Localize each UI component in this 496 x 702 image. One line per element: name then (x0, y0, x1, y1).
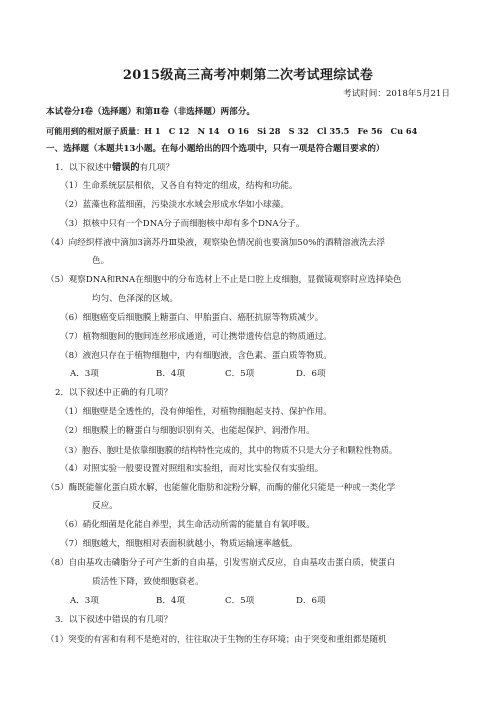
question-1-item: （1）生命系统层层相依，又各自有特定的组成，结构和功能。 (60, 181, 298, 191)
intro-text: 本试卷分Ⅰ卷（选择题）和第Ⅱ卷（非选择题）两部分。 (46, 107, 255, 117)
section-header: 一、选择题（本题共13小题。在每小题给出的四个选项中，只有一项是符合题目要求的） (46, 144, 385, 154)
exam-time: 考试时间：2018年5月21日 (342, 89, 450, 99)
question-1-stem-suffix: 有几项？ (139, 163, 174, 173)
question-2-option-d: D．6项 (296, 596, 326, 606)
question-2-option-b: B．4项 (156, 596, 185, 606)
question-1-option-d: D．6项 (296, 369, 326, 379)
question-1-stem-emphasis: 错误的 (112, 162, 140, 173)
question-1-option-b: B．4项 (156, 369, 185, 379)
atomic-masses: 可能用到的相对原子质量：H 1 C 12 N 14 O 16 Si 28 S 32 Cl 35.5 Fe 56 Cu 64 (46, 126, 418, 136)
question-2-item: （7）细胞越大，细胞相对表面积就越小，物质运输速率越低。 (60, 539, 298, 549)
question-2-item: （2）细胞膜上的糖蛋白与细胞识别有关，也能起保护、润滑作用。 (60, 426, 315, 436)
question-1-item: （6）细胞癌变后细胞膜上糖蛋白、甲胎蛋白、癌胚抗原等物质减少。 (60, 313, 324, 323)
question-2-item: （3）胞吞、胞吐是依靠细胞膜的结构特性完成的，其中的物质不只是大分子和颗粒性物质。 (60, 445, 398, 455)
question-2-item: （8）自由基攻击磷脂分子可产生新的自由基，引发雪崩式反应，自由基攻击蛋白质，使蛋白 (46, 558, 396, 568)
question-1-item: （3）拟核中只有一个DNA分子而细胞核中却有多个DNA分子。 (60, 219, 305, 229)
question-1-stem-prefix: 1．以下叙述中 (55, 163, 113, 173)
question-1-item: （8）液泡只存在于植物细胞中，内有细胞液，含色素、蛋白质等物质。 (60, 351, 332, 361)
question-2-item: （4）对照实验一般要设置对照组和实验组，而对比实验仅有实验组。 (60, 464, 324, 474)
question-3-item: （1）突变的有害和有利不是绝对的，往往取决于生物的生存环境；由于突变和重组都是随机 (46, 634, 387, 644)
question-1-item-cont: 均匀、色泽深的区域。 (92, 294, 178, 304)
question-3-stem: 3．以下叙述中错误的有几项？ (55, 615, 173, 625)
question-1-stem (55, 162, 174, 174)
question-2-item-cont: 反应。 (92, 501, 118, 511)
question-1-option-a: A．3项 (70, 369, 99, 379)
question-2-option-a: A．3项 (70, 596, 99, 606)
question-2-item: （5）酶既能催化蛋白质水解，也能催化脂肪和淀粉分解，而酶的催化只能是一种或一类化学 (46, 483, 396, 493)
question-1-option-c: C．5项 (225, 369, 255, 379)
question-2-item: （6）硝化细菌是化能自养型，其生命活动所需的能量自有氧呼吸。 (60, 520, 315, 530)
question-1-item-cont: 色。 (92, 256, 110, 266)
question-1-item: （7）植物细胞间的胞间连丝形成通道，可让携带遗传信息的物质通过。 (60, 332, 332, 342)
question-2-stem: 2．以下叙述中正确的有几项？ (55, 388, 173, 398)
question-1-item: （2）蓝藻也称蓝细菌，污染淡水水域会形成水华如小球藻。 (60, 200, 289, 210)
question-1-item: （4）向经织样液中滴加3滴苏丹Ⅲ染液，观察染色情况前也要滴加50%的酒精溶液洗去浮 (46, 238, 386, 248)
question-1-item: （5）观察DNA和RNA在细胞中的分布选材上不止是口腔上皮细胞，显微镜观察时应选择染色 (46, 275, 402, 285)
question-2-option-c: C．5项 (225, 596, 255, 606)
page-title: 2015级高三高考冲刺第二次考试理综试卷 (122, 68, 374, 83)
question-2-item-cont: 质活性下降，致使细胞衰老。 (92, 577, 204, 587)
question-2-item: （1）细胞壁是全透性的，没有伸缩性，对植物细胞起支持、保护作用。 (60, 407, 332, 417)
